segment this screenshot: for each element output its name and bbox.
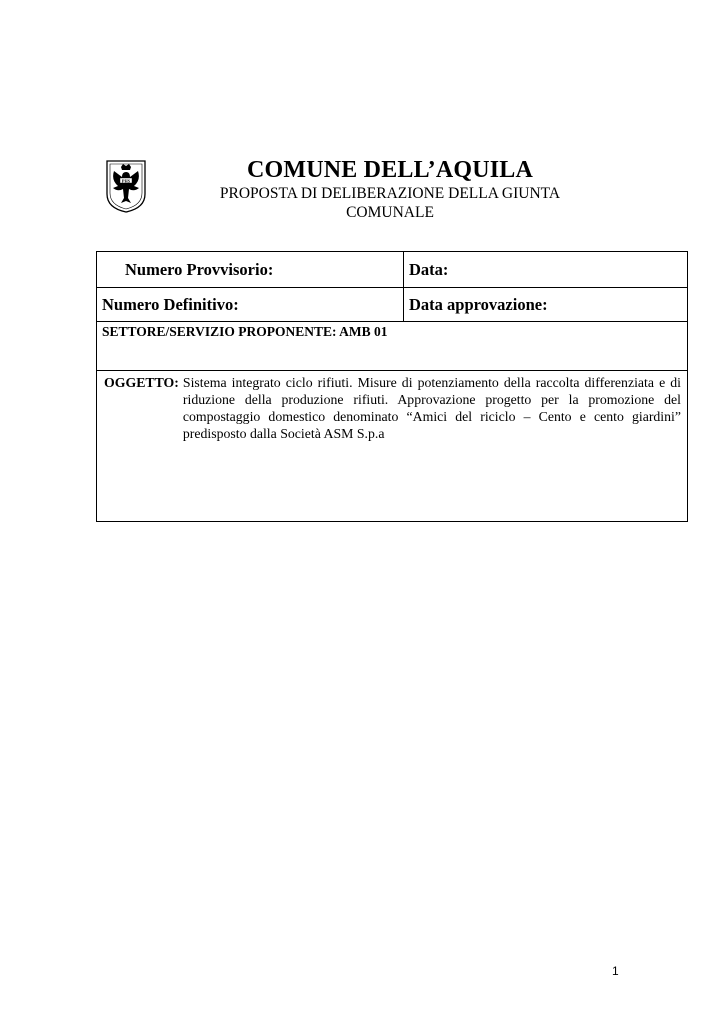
oggetto-label: OGGETTO:	[104, 375, 179, 390]
crest-label: PHS	[121, 178, 131, 184]
table-row	[97, 288, 687, 322]
data-label: Data:	[409, 260, 449, 279]
data-approvazione-label: Data approvazione:	[409, 295, 548, 314]
subtitle-line-1: PROPOSTA DI DELIBERAZIONE DELLA GIUNTA	[219, 185, 561, 202]
city-crest-logo	[104, 158, 148, 214]
document-header	[180, 156, 600, 222]
oggetto-row	[97, 371, 687, 521]
oggetto-text: Sistema integrato ciclo rifiuti. Misure di potenziamento della raccolta differenziata e di riduzione della produzione rifiuti. Approvazione progetto per la promozione del compostaggio domestico denominato “Amici del riciclo – Cento e cento giardini” predisposto dalla Società ASM S.p.a	[182, 375, 681, 441]
numero-provvisorio-label: Numero Provvisorio:	[97, 252, 404, 287]
settore-row: SETTORE/SERVIZIO PROPONENTE: AMB 01	[97, 322, 687, 371]
page-number: 1	[612, 964, 619, 978]
deliberation-form-table	[96, 251, 688, 522]
numero-definitivo-label: Numero Definitivo:	[97, 288, 404, 321]
table-row	[97, 252, 687, 288]
subtitle-line-2: COMUNALE	[346, 204, 434, 221]
page-title: COMUNE DELL’AQUILA	[246, 157, 534, 183]
